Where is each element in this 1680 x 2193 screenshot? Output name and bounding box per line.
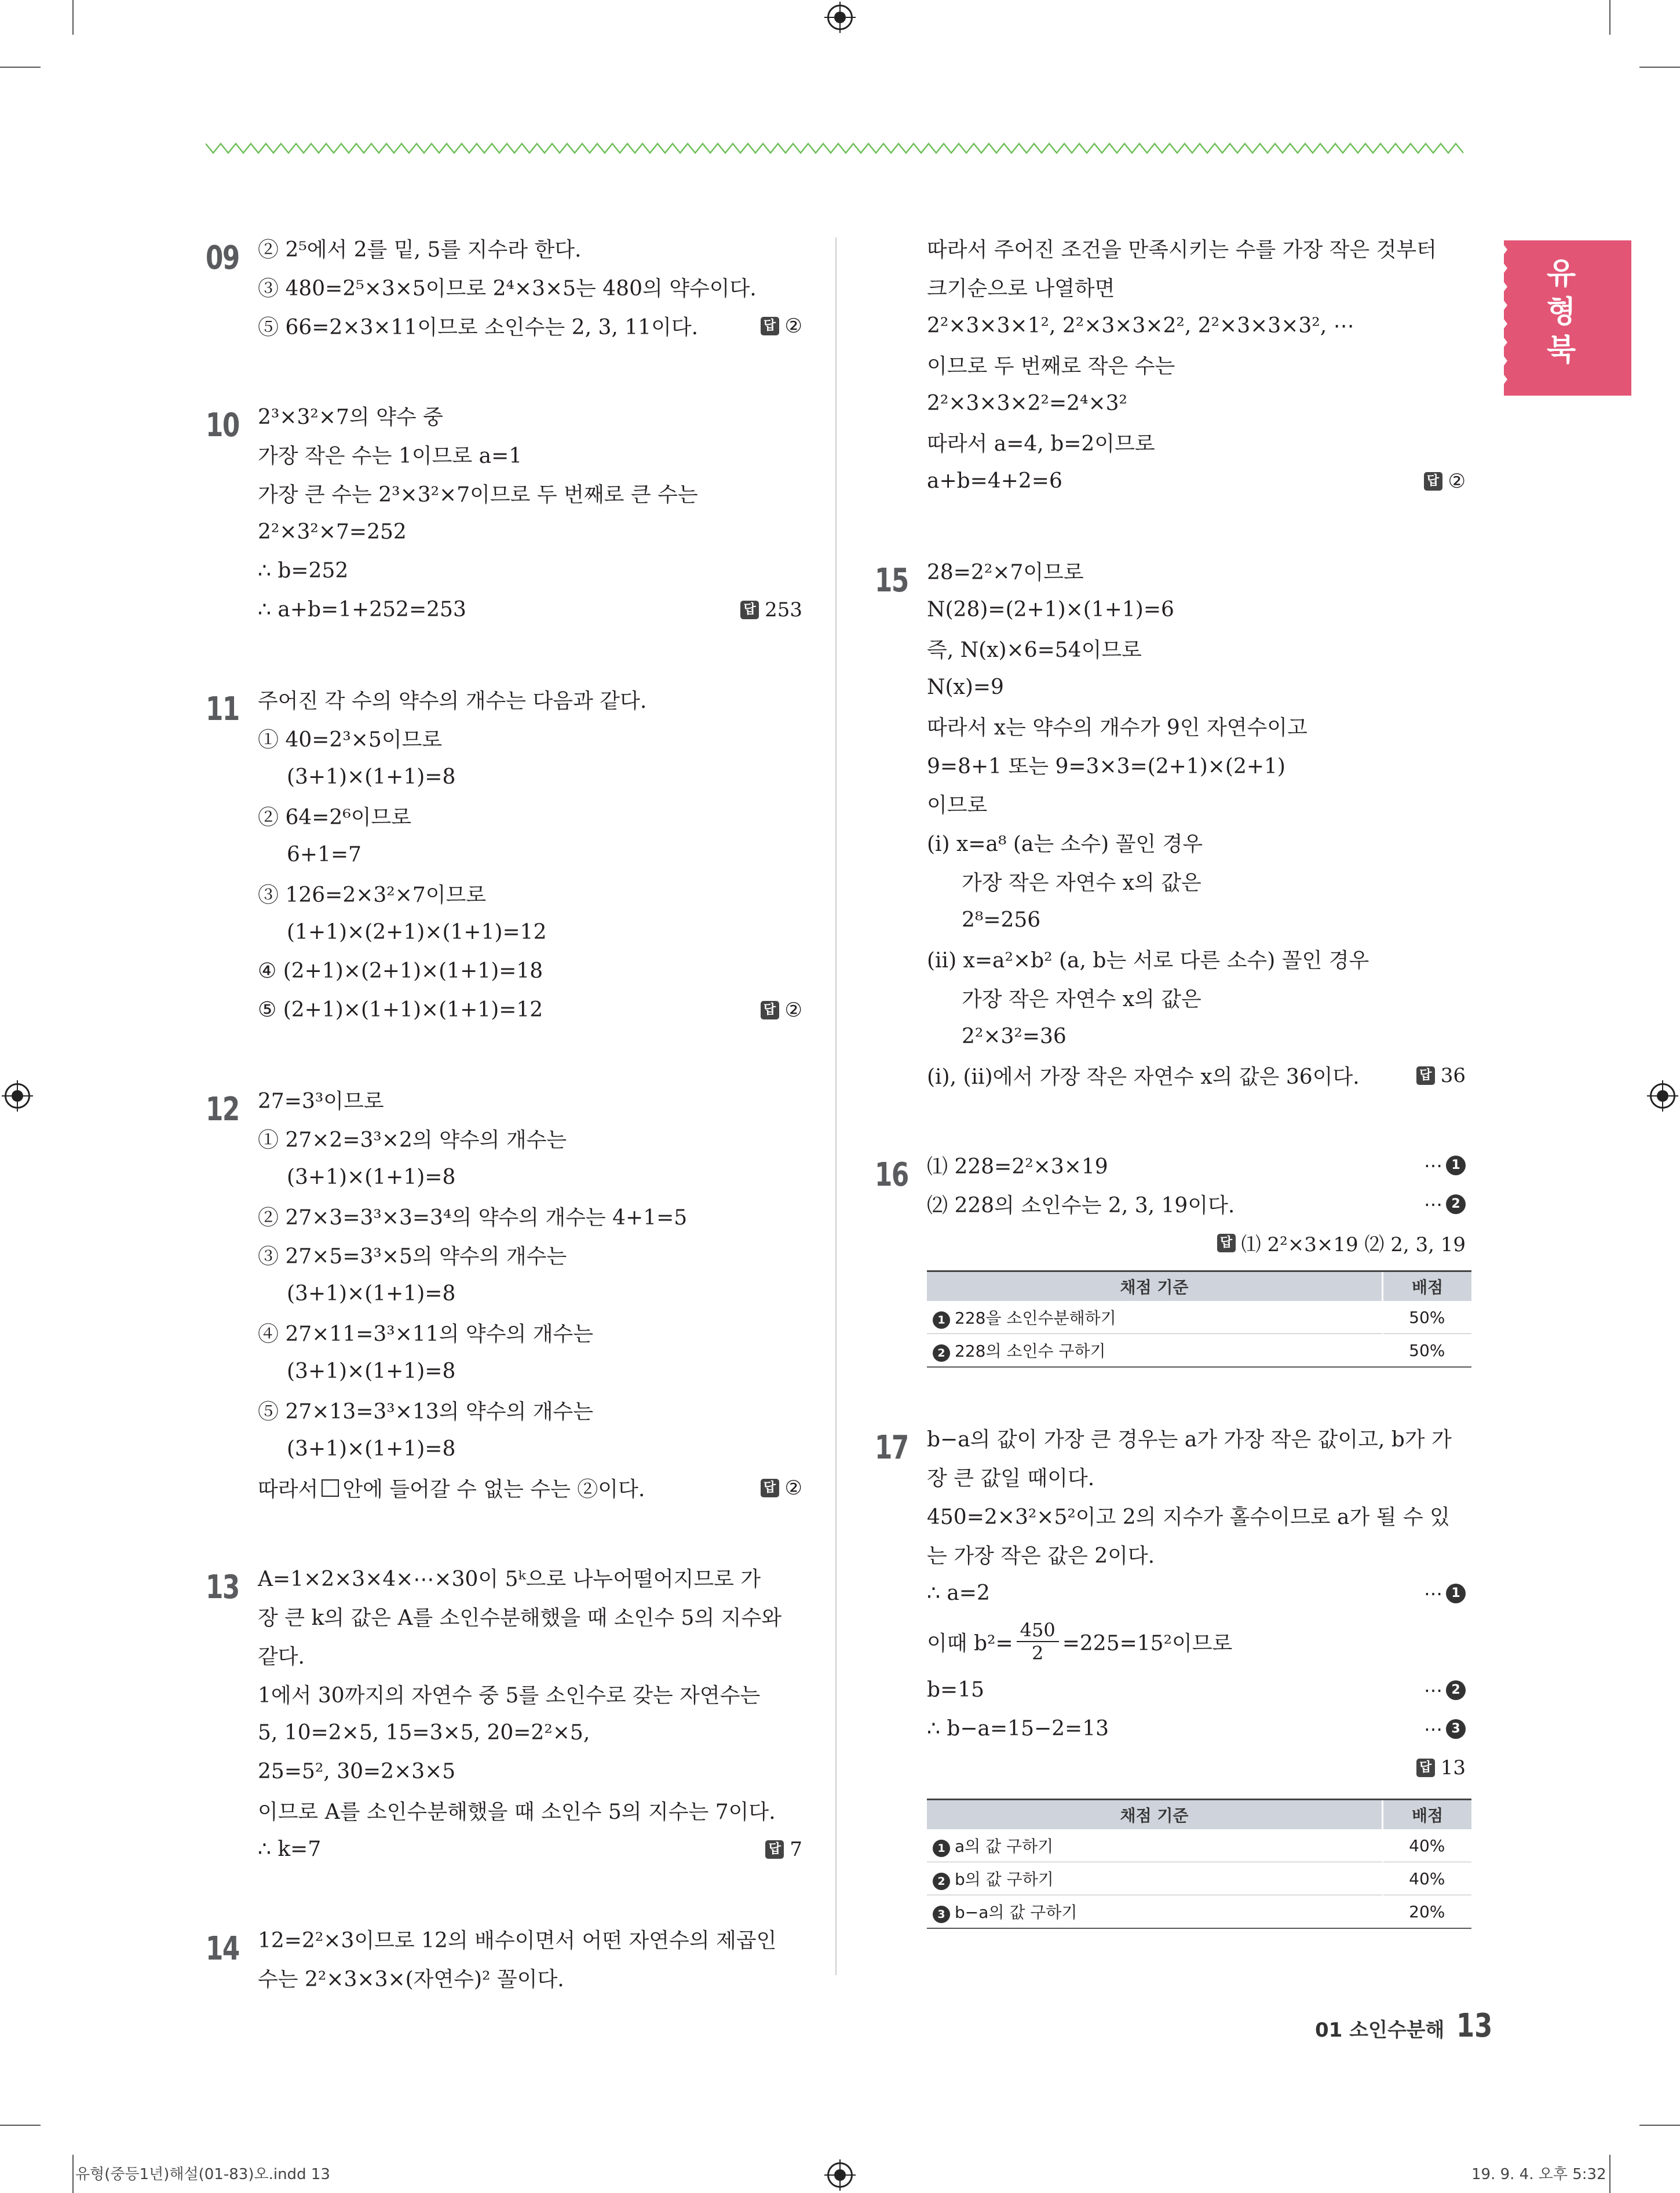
solution-text: ⑴ 228=2²×3×19 [927,1155,1108,1179]
solution-line: 가장 작은 자연수 x의 값은 [962,871,1201,895]
solution-line: 이므로 A를 소인수분해했을 때 소인수 5의 지수는 7이다. [258,1800,776,1824]
solution-line: ① 40=2³×5이므로 [258,728,443,752]
section-tab-zigzag [1500,240,1509,396]
solution-line: 가장 큰 수는 2³×3²×7이므로 두 번째로 큰 수는 [258,483,698,507]
solution-line: N(x)=9 [927,675,1004,699]
table-row [927,1862,1471,1895]
step-1-icon: 1 [1446,1156,1466,1175]
crop-mark [1609,0,1610,35]
step-2-icon: 2 [933,1873,950,1890]
criterion: b의 값 구하기 [955,1870,1054,1889]
solution-text: ⑤ 66=2×3×11이므로 소인수는 2, 3, 11이다. [258,316,699,339]
solution-line [927,1185,1466,1223]
step-mark [1424,1718,1466,1740]
criterion: b−a의 값 구하기 [955,1903,1078,1922]
problem-17 [875,1419,1466,1929]
problem-number: 16 [875,1156,908,1194]
table-header [927,1800,1471,1830]
ellipsis: ⋯ [1424,1154,1442,1176]
answer-value: ② [1448,469,1466,493]
right-column [875,229,1466,1929]
step-2-icon: 2 [933,1344,950,1362]
solution-line: ⑤ 27×13=3³×13의 약수의 개수는 [258,1400,594,1424]
page-footer [1315,2007,1502,2045]
solution-line: 5, 10=2×5, 15=3×5, 20=2²×5, [258,1721,590,1745]
answer-value: ② [784,1476,802,1500]
ellipsis: ⋯ [1424,1193,1442,1215]
solution-line: (3+1)×(1+1)=8 [287,765,456,789]
solution-line: 수는 2²×3×3×(자연수)² 꼴이다. [258,1968,564,1991]
step-mark [1424,1154,1466,1176]
solution-line [927,462,1466,500]
solution-line: 6+1=7 [287,843,362,867]
solution-text: b=15 [927,1678,985,1702]
solution-line [258,306,802,345]
criterion: 228의 소인수 구하기 [955,1342,1106,1361]
solution-line: ③ 126=2×3²×7이므로 [258,883,487,907]
solution-line: 2²×3²=36 [962,1025,1067,1048]
problem-number: 13 [206,1569,239,1606]
solution-text: 따라서 [258,1478,319,1501]
solution-text: ⑤ (2+1)×(1+1)×(1+1)=12 [258,998,543,1022]
solution-text: 안에 들어갈 수 없는 수는 ②이다. [342,1478,645,1501]
answer-icon: 답 [1424,472,1442,491]
solution-line: (3+1)×(1+1)=8 [287,1359,456,1383]
solution-line [927,1146,1466,1185]
solution-line: 12=2²×3이므로 12의 배수이면서 어떤 자연수의 제곱인 [258,1929,777,1953]
chapter-label: 01 소인수분해 [1315,2019,1445,2042]
scoring-table [927,1799,1471,1929]
answer-value: ② [784,998,802,1022]
answer [761,1476,802,1500]
solution-line: 9=8+1 또는 9=3×3=(2+1)×(2+1) [927,755,1285,778]
table-header-cell: 배점 [1383,1271,1472,1302]
answer [1424,470,1466,493]
section-tab-char: 북 [1546,333,1576,368]
crop-mark [0,67,41,68]
problem-11 [206,680,802,1029]
solution-text: ∴ b−a=15−2=13 [927,1717,1109,1741]
solution-line: 1에서 30까지의 자연수 중 5를 소인수로 갖는 자연수는 [258,1684,761,1708]
table-cell: 20% [1383,1895,1472,1929]
answer [1416,1756,1466,1779]
step-3-icon: 3 [1446,1719,1466,1739]
solution-line: 가장 작은 자연수 x의 값은 [962,988,1201,1011]
crop-mark [1639,67,1680,68]
table-cell: 50% [1383,1334,1472,1368]
answer-icon: 답 [765,1840,784,1859]
slug-date: 19. 9. 4. 오후 5:32 [1471,2166,1606,2183]
solution-line: 2⁸=256 [962,908,1041,932]
problem-number: 09 [206,239,239,277]
page-number: 13 [1456,2007,1493,2045]
problem-15 [875,551,1466,1095]
header-wave-line [206,142,1469,155]
answer-value: ② [784,314,802,338]
fraction [1017,1619,1059,1664]
solution-line: ∴ b=252 [258,559,349,583]
solution-line: ③ 480=2⁵×3×5이므로 2⁴×3×5는 480의 약수이다. [258,277,757,301]
solution-line: N(28)=(2+1)×(1+1)=6 [927,598,1174,622]
solution-line: ② 64=2⁶이므로 [258,806,412,829]
answer [765,1838,802,1861]
solution-line: 450=2×3²×5²이고 2의 지수가 홀수이므로 a가 될 수 있 [927,1505,1450,1529]
answer-icon: 답 [761,317,779,335]
solution-line: (3+1)×(1+1)=8 [287,1437,456,1461]
answer-icon: 답 [740,601,759,619]
problem-14 [206,1920,802,1997]
solution-line: (1+1)×(2+1)×(1+1)=12 [287,920,547,944]
answer-value: 7 [790,1837,802,1861]
scoring-table [927,1270,1471,1368]
section-tab-label [1535,255,1587,370]
solution-line: 주어진 각 수의 약수의 개수는 다음과 같다. [258,689,647,713]
blank-box-icon [322,1479,339,1497]
problem-number: 14 [206,1930,239,1968]
solution-line: 2²×3×3×1², 2²×3×3×2², 2²×3×3×3², ⋯ [927,314,1354,338]
answer-icon: 답 [1416,1759,1435,1777]
problem-10 [206,396,802,629]
solution-line [927,1748,1466,1787]
table-cell [927,1829,1383,1862]
solution-line: 가장 작은 수는 1이므로 a=1 [258,444,523,468]
solution-line: (ⅰ) x=a⁸ (a는 소수) 꼴인 경우 [927,832,1203,856]
slug-filename: 유형(중등1년)해설(01-83)오.indd 13 [75,2166,330,2183]
table-header-cell: 배점 [1383,1800,1472,1830]
problem-14-continued [875,229,1466,500]
step-2-icon: 2 [1446,1680,1466,1700]
problem-number: 10 [206,407,239,444]
solution-line: b−a의 값이 가장 큰 경우는 a가 가장 작은 값이고, b가 가 [927,1428,1452,1452]
registration-mark-top [827,5,853,30]
answer-value: ⑴ 2²×3×19 ⑵ 2, 3, 19 [1241,1233,1466,1256]
answer-icon: 답 [1217,1234,1236,1252]
answer-icon: 답 [1416,1066,1435,1085]
registration-mark-bottom [827,2162,853,2188]
ellipsis: ⋯ [1424,1679,1442,1701]
solution-text: a+b=4+2=6 [927,469,1062,493]
answer-value: 13 [1440,1756,1466,1779]
table-row [927,1301,1471,1334]
fraction-numerator: 450 [1017,1619,1059,1642]
solution-line: ② 2⁵에서 2를 밑, 5를 지수라 한다. [258,238,582,262]
answer-value: 36 [1440,1063,1466,1087]
step-1-icon: 1 [933,1311,950,1329]
solution-text: =225=15²이므로 [1062,1631,1233,1655]
criterion: a의 값 구하기 [955,1837,1054,1856]
solution-text: (ⅰ), (ⅱ)에서 가장 작은 자연수 x의 값은 36이다. [927,1065,1360,1089]
section-tab-char: 형 [1546,295,1576,330]
solution-line: 크기순으로 나열하면 [927,277,1115,301]
solution-line [258,990,802,1029]
solution-line: 장 큰 k의 값은 A를 소인수분해했을 때 소인수 5의 지수와 [258,1606,782,1630]
solution-line: ② 27×3=3³×3=3⁴의 약수의 개수는 4+1=5 [258,1206,688,1230]
step-mark [1424,1679,1466,1701]
solution-line: 28=2²×7이므로 [927,561,1084,584]
step-mark [1424,1582,1466,1604]
registration-mark-right [1650,1083,1675,1109]
crop-mark [0,2125,41,2126]
answer [1416,1064,1466,1087]
column-divider [835,237,837,1975]
solution-line: 즉, N(x)×6=54이므로 [927,638,1142,662]
solution-text: 이때 b²= [927,1631,1013,1655]
solution-text: ∴ k=7 [258,1837,322,1861]
criterion: 228을 소인수분해하기 [955,1309,1116,1328]
table-cell: 50% [1383,1301,1472,1334]
step-1-icon: 1 [933,1840,950,1857]
step-2-icon: 2 [1446,1194,1466,1214]
answer [761,999,802,1022]
solution-line [258,590,802,629]
step-mark [1424,1193,1466,1215]
answer [1217,1229,1466,1257]
problem-13 [206,1558,802,1869]
table-cell [927,1334,1383,1368]
solution-line: 이므로 두 번째로 작은 수는 [927,354,1175,378]
solution-line: 따라서 x는 약수의 개수가 9인 자연수이고 [927,716,1308,740]
table-row [927,1334,1471,1368]
solution-line: 따라서 a=4, b=2이므로 [927,432,1155,456]
crop-mark [1639,2125,1680,2126]
table-cell: 40% [1383,1862,1472,1895]
table-cell [927,1301,1383,1334]
table-header-cell: 채점 기준 [927,1271,1383,1302]
answer-icon: 답 [761,1479,779,1497]
section-tab-char: 유 [1546,257,1576,291]
solution-line [927,1709,1466,1748]
step-3-icon: 3 [933,1906,950,1923]
solution-line: (3+1)×(1+1)=8 [287,1165,456,1189]
fraction-denominator: 2 [1032,1642,1044,1664]
solution-line: ③ 27×5=3³×5의 약수의 개수는 [258,1245,567,1269]
step-1-icon: 1 [1446,1584,1466,1603]
problem-number: 11 [206,690,239,728]
solution-line: 장 큰 값일 때이다. [927,1467,1095,1490]
problem-number: 15 [875,562,908,600]
problem-16 [875,1146,1466,1368]
solution-line: 따라서 주어진 조건을 만족시키는 수를 가장 작은 것부터 [927,238,1437,262]
ellipsis: ⋯ [1424,1582,1442,1604]
solution-line [927,1613,1466,1671]
answer [761,315,802,338]
solution-line: 27=3³이므로 [258,1090,384,1113]
solution-line [258,1830,802,1869]
crop-mark [72,0,74,35]
solution-line: (ⅱ) x=a²×b² (a, b는 서로 다른 소수) 꼴인 경우 [927,949,1369,973]
table-row [927,1829,1471,1862]
solution-line: 2²×3×3×2²=2⁴×3² [927,392,1127,415]
problem-09 [206,229,802,345]
crop-mark [72,2155,74,2193]
crop-mark [1609,2155,1610,2193]
problem-12 [206,1080,802,1507]
answer [740,598,802,622]
answer-value: 253 [765,598,802,622]
solution-line: ① 27×2=3³×2의 약수의 개수는 [258,1128,567,1152]
solution-line: 2³×3²×7의 약수 중 [258,405,443,429]
table-cell [927,1895,1383,1929]
solution-line: 2²×3²×7=252 [258,520,407,544]
solution-line: 25=5², 30=2×3×5 [258,1760,456,1783]
problem-number: 17 [875,1429,908,1467]
solution-line [927,1574,1466,1613]
table-cell: 40% [1383,1829,1472,1862]
solution-line [927,1223,1466,1262]
table-row [927,1895,1471,1929]
solution-text: ⑵ 228의 소인수는 2, 3, 19이다. [927,1194,1235,1218]
solution-line [927,1671,1466,1709]
left-column [206,229,802,1997]
table-cell [927,1862,1383,1895]
table-header-cell: 채점 기준 [927,1800,1383,1830]
solution-line [258,1468,802,1507]
solution-line: 같다. [258,1645,305,1669]
solution-line: ④ (2+1)×(2+1)×(1+1)=18 [258,959,543,983]
table-header [927,1271,1471,1302]
solution-line: 이므로 [927,794,988,817]
registration-mark-left [5,1083,30,1109]
solution-line: (3+1)×(1+1)=8 [287,1282,456,1306]
solution-line [927,1056,1466,1095]
solution-text: ∴ a+b=1+252=253 [258,598,466,622]
answer-icon: 답 [761,1001,779,1019]
ellipsis: ⋯ [1424,1717,1442,1740]
solution-line: 는 가장 작은 값은 2이다. [927,1544,1155,1568]
solution-line: ④ 27×11=3³×11의 약수의 개수는 [258,1322,594,1346]
solution-text: ∴ a=2 [927,1581,990,1605]
problem-number: 12 [206,1091,239,1128]
solution-line: A=1×2×3×4×⋯×30이 5ᵏ으로 나누어떨어지므로 가 [258,1567,761,1591]
